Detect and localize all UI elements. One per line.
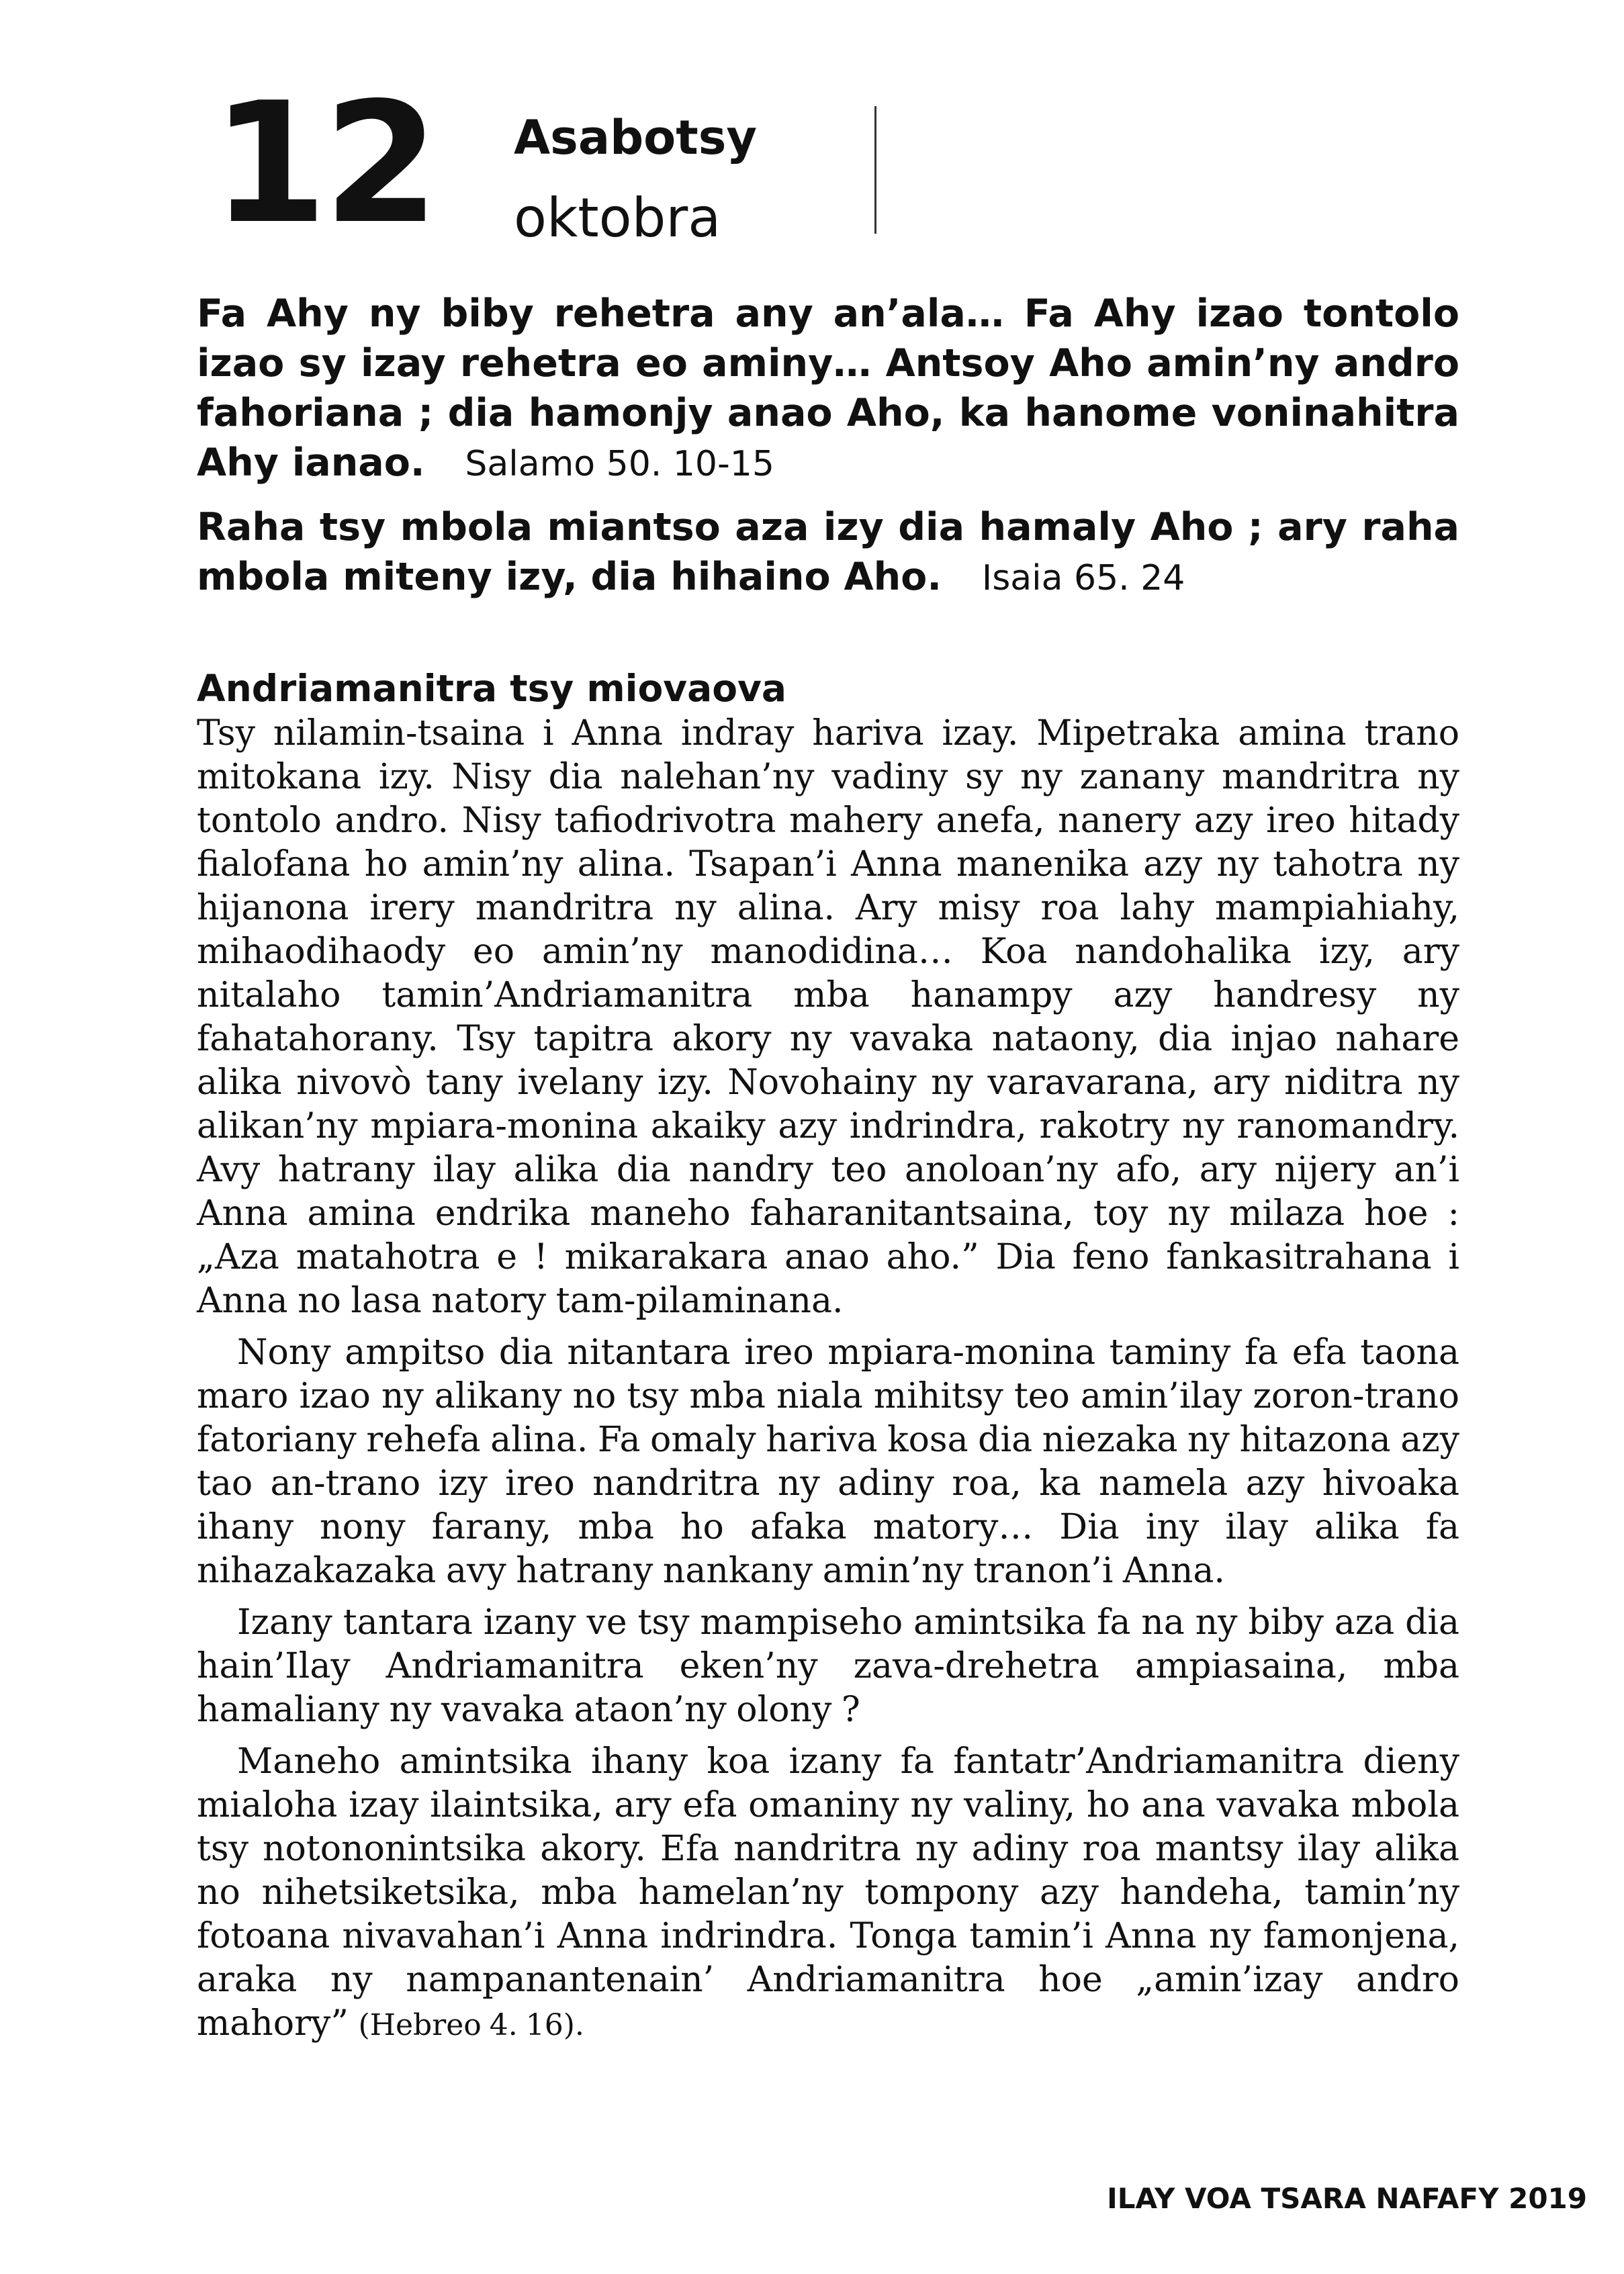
article-paragraph-3: Izany tantara izany ve tsy mampiseho amintsika fa na ny biby aza dia hain’Ilay Andriamanitra eken’ny zava-drehetra ampiasaina, mba hamaliany ny vavaka ataon’ny olony ? [197,1602,1459,1730]
article-paragraph-1: Tsy nilamin-tsaina i Anna indray hariva izay. Mipetraka amina trano mitokana izy. Nisy dia nalehan’ny vadiny sy ny zanany mandritra ny tontolo andro. Nisy tafiodrivotra mahery anefa, nanery azy ireo hitady fialofana ho amin’ny alina. Tsapan’i Anna manenika azy ny tahotra ny hijanona irery mandritra ny alina. Ary misy roa lahy mampiahiahy, mihaodihaody eo amin’ny manodidina… Koa nandohalika izy, ary nitalaho tamin’Andriamanitra mba hanampy azy handresy ny fahatahorany. Tsy tapitra akory ny vavaka nataony, dia injao nahare alika nivovò tany ivelany izy. Novohainy ny varavarana, ary niditra ny alikan’ny mpiara-monina akaiky azy indrindra, rakotry ny ranomandry. Avy hatrany ilay alika dia nandry teo anoloan’ny afo, ary nijery an’i Anna amina endrika maneho faharanitantsaina, toy ny milaza hoe : „Aza matahotra e ! mikarakara anao aho.” Dia feno fankasitrahana i Anna no lasa natory tam-pilaminana. [197,713,1459,1321]
verse-2-text: Raha tsy mbola miantso aza izy dia hamaly Aho ; ary raha mbola miteny izy, dia hihaino Aho. [197,505,1459,599]
verse-1-reference: Salamo 50. 10-15 [465,444,774,484]
verse-1 [197,289,1459,489]
month-label: oktobra [514,187,721,249]
verse-2-reference: Isaia 65. 24 [981,558,1185,598]
header-divider [874,106,876,234]
verse-1-text: Fa Ahy ny biby rehetra any an’ala… Fa Ahy izao tontolo izao sy izay rehetra eo aminy… Antsoy Aho amin’ny andro fahoriana ; dia hamonjy anao Aho, ka hanome voninahitra Ahy ianao. [197,291,1459,485]
footer-label: ILAY VOA TSARA NAFAFY 2019 [1107,2182,1587,2215]
day-number: 12 [212,67,436,261]
article-paragraph-4-text: Maneho amintsika ihany koa izany fa fantatr’Andriamanitra dieny mialoha izay ilaintsika, ary efa omaniny ny valiny, ho ana vavaka mbola tsy notononintsika akory. Efa nandritra ny adiny roa mantsy ilay alika no nihetsiketsika, mba hamelan’ny tompony azy handeha, tamin’ny fotoana nivavahan’i Anna indrindra. Tonga tamin’i Anna ny famonjena, araka ny nampanantenain’ Andriamanitra hoe „amin’izay andro mahory” [197,1741,1459,2044]
page-header [0,0,1624,269]
article-title: Andriamanitra tsy miovaova [197,667,786,710]
devotional-article [197,665,1459,2055]
verse-2 [197,502,1459,603]
weekday-label: Asabotsy [514,110,758,165]
article-final-reference: (Hebreo 4. 16). [358,2008,584,2042]
article-paragraph-2: Nony ampitso dia nitantara ireo mpiara-monina taminy fa efa taona maro izao ny alikany no tsy mba niala mihitsy teo amin’ilay zoron-trano fatoriany rehefa alina. Fa omaly hariva kosa dia niezaka ny hitazona azy tao an-trano izy ireo nandritra ny adiny roa, ka namela azy hivoaka ihany nony farany, mba ho afaka matory… Dia iny ilay alika fa nihazakazaka avy hatrany nankany amin’ny tranon’i Anna. [197,1332,1459,1591]
bible-verses [197,289,1459,617]
article-paragraph-4 [197,1740,1459,2047]
